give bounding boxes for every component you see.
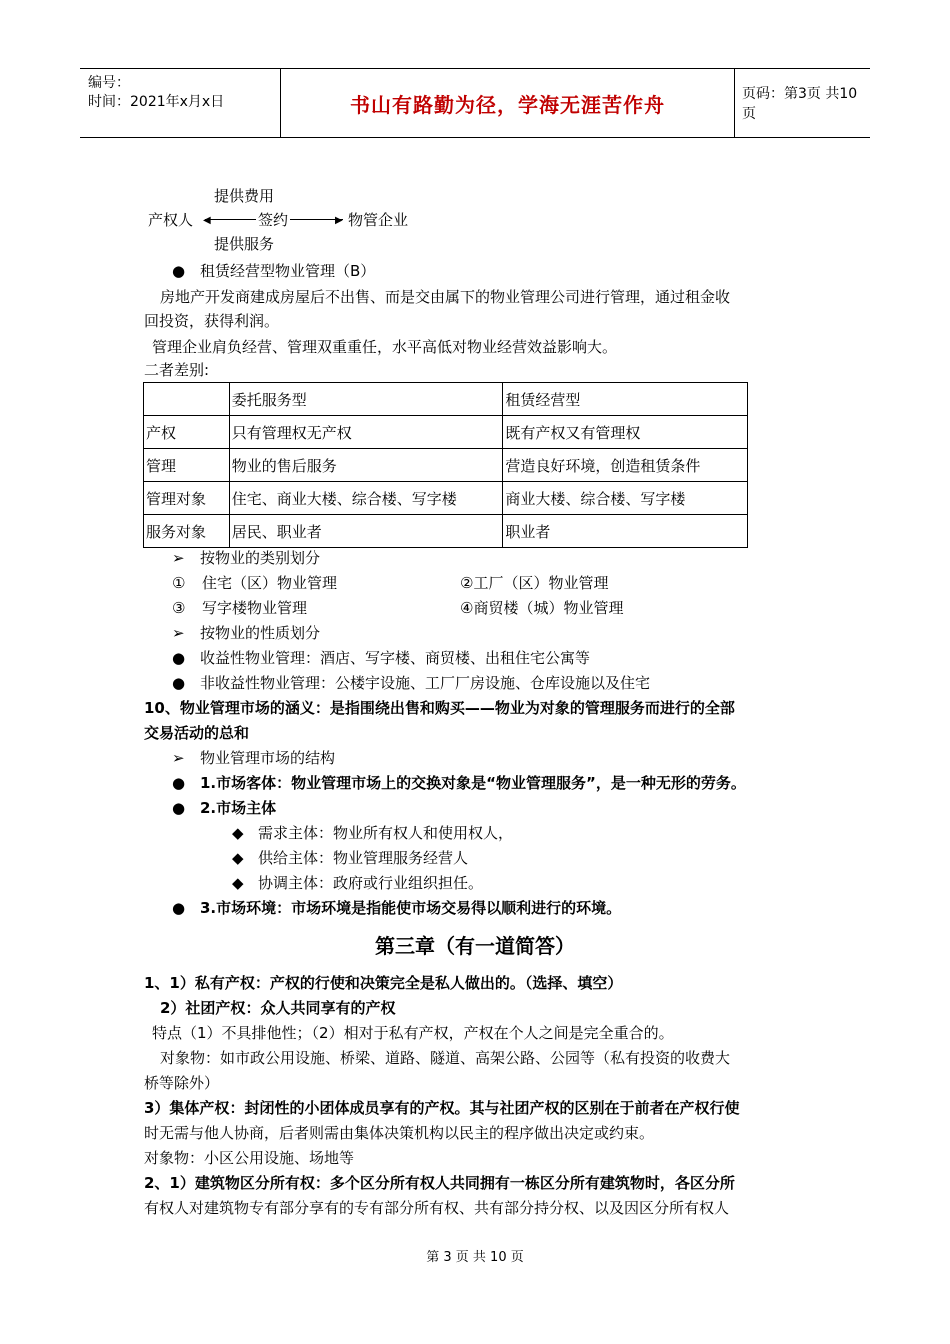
page-footer: 第 3 页 共 10 页 xyxy=(426,1250,524,1265)
table-header-row xyxy=(144,383,748,416)
chapter-title: 第三章（有一道简答） xyxy=(375,934,575,958)
table-header-cell xyxy=(144,383,230,416)
table-cell: 营造良好环境，创造租赁条件 xyxy=(503,449,748,482)
table-row xyxy=(144,482,748,515)
table-row xyxy=(144,449,748,482)
motto: 书山有路勤为径，学海无涯苦作舟 xyxy=(350,92,665,117)
table-header-cell: 租赁经营型 xyxy=(503,383,748,416)
diagram-left-label: 产权人 xyxy=(148,211,194,229)
market-subject-coord: 协调主体：政府或行业组织担任。 xyxy=(258,874,484,892)
chapter-line-5a: 3）集体产权：封闭性的小团体成员享有的产权。其与社团产权的区别在于前者在产权行使 xyxy=(144,1099,740,1117)
chapter-line-2: 2）社团产权：众人共同享有的产权 xyxy=(160,999,396,1017)
table-cell: 管理 xyxy=(144,449,230,482)
bullet-dot-icon: ● xyxy=(172,799,186,817)
diamond-bullet-icon: ◆ xyxy=(232,874,244,892)
lease-paragraph-1a: 房地产开发商建成房屋后不出售、而是交由属下的物业管理公司进行管理，通过租金收 xyxy=(160,288,731,306)
chapter-line-7b: 有权人对建筑物专有部分享有的专有部分所有权、共有部分持分权、以及因区分所有权人 xyxy=(144,1199,730,1217)
arrow-right-icon: ▶ xyxy=(335,215,343,226)
date-label: 时间：2021年x月x日 xyxy=(88,94,225,110)
lease-paragraph-2: 管理企业肩负经营、管理双重重任，水平高低对物业经营效益影响大。 xyxy=(152,338,618,356)
category-title: 按物业的类别划分 xyxy=(200,549,321,567)
diagram-top-label: 提供费用 xyxy=(214,187,275,205)
chapter-line-1: 1、1）私有产权：产权的行使和决策完全是私人做出的。（选择、填空） xyxy=(144,974,623,992)
bullet-dot-icon: ● xyxy=(172,649,186,667)
table-cell: 既有产权又有管理权 xyxy=(503,416,748,449)
arrow-left-icon: ◀ xyxy=(203,215,211,226)
market-item-3: 3.市场环境：市场环境是指能使市场交易得以顺利进行的环境。 xyxy=(200,899,622,917)
diagram-middle-label: 签约 xyxy=(258,211,289,229)
circled-one-icon: ① xyxy=(172,574,186,592)
table-cell: 产权 xyxy=(144,416,230,449)
table-cell: 物业的售后服务 xyxy=(229,449,503,482)
page-info: 页码：第3页 共10页 xyxy=(742,86,858,122)
diff-title: 二者差别: xyxy=(144,361,210,379)
category-item-3: 写字楼物业管理 xyxy=(202,599,308,617)
market-item-1: 1.市场客体：物业管理市场上的交换对象是“物业管理服务”，是一种无形的劳务。 xyxy=(200,774,746,792)
table-cell: 住宅、商业大楼、综合楼、写字楼 xyxy=(229,482,503,515)
chapter-line-5b: 时无需与他人协商，后者则需由集体决策机构以民主的程序做出决定或约束。 xyxy=(144,1124,655,1142)
table-cell: 职业者 xyxy=(503,515,748,548)
header-meta xyxy=(80,69,280,137)
category-item-1: 住宅（区）物业管理 xyxy=(202,574,338,592)
diamond-bullet-icon: ◆ xyxy=(232,824,244,842)
table-cell: 居民、职业者 xyxy=(229,515,503,548)
arrow-bullet-icon: ➢ xyxy=(172,624,185,642)
bullet-dot-icon: ● xyxy=(172,899,186,917)
table-cell: 服务对象 xyxy=(144,515,230,548)
market-definition-b: 交易活动的总和 xyxy=(144,724,250,742)
circled-three-icon: ③ xyxy=(172,599,186,617)
arrow-bullet-icon: ➢ xyxy=(172,549,185,567)
category-item-4: ④商贸楼（城）物业管理 xyxy=(460,599,624,617)
arrow-bullet-icon: ➢ xyxy=(172,749,185,767)
market-definition-a: 10、物业管理市场的涵义：是指围绕出售和购买——物业为对象的管理服务而进行的全部 xyxy=(144,699,735,717)
chapter-line-3: 特点（1）不具排他性；（2）相对于私有产权，产权在个人之间是完全重合的。 xyxy=(152,1024,674,1042)
diagram-right-label: 物管企业 xyxy=(348,211,409,229)
market-item-2: 2.市场主体 xyxy=(200,799,277,817)
table-cell: 商业大楼、综合楼、写字楼 xyxy=(503,482,748,515)
category-item-2: ②工厂（区）物业管理 xyxy=(460,574,609,592)
chapter-line-4a: 对象物：如市政公用设施、桥梁、道路、隧道、高架公路、公园等（私有投资的收费大 xyxy=(160,1049,731,1067)
header-motto-cell xyxy=(280,69,735,137)
bullet-dot-icon: ● xyxy=(172,774,186,792)
diamond-bullet-icon: ◆ xyxy=(232,849,244,867)
market-subject-supply: 供给主体：物业管理服务经营人 xyxy=(258,849,469,867)
bullet-dot-icon: ● xyxy=(172,674,186,692)
table-row xyxy=(144,416,748,449)
chapter-line-4b: 桥等除外） xyxy=(144,1074,220,1092)
diagram-bottom-label: 提供服务 xyxy=(214,235,275,253)
lease-paragraph-1b: 回投资，获得利润。 xyxy=(144,312,280,330)
table-cell: 管理对象 xyxy=(144,482,230,515)
table-row xyxy=(144,515,748,548)
page-header xyxy=(80,68,870,138)
nature-item-2: 非收益性物业管理：公楼宇设施、工厂厂房设施、仓库设施以及住宅 xyxy=(200,674,651,692)
table-cell: 只有管理权无产权 xyxy=(229,416,503,449)
header-page-cell xyxy=(734,69,870,137)
nature-item-1: 收益性物业管理：酒店、写字楼、商贸楼、出租住宅公寓等 xyxy=(200,649,591,667)
table-header-cell: 委托服务型 xyxy=(229,383,503,416)
comparison-table xyxy=(143,382,748,548)
market-structure-title: 物业管理市场的结构 xyxy=(200,749,336,767)
chapter-line-6: 对象物：小区公用设施、场地等 xyxy=(144,1149,355,1167)
market-subject-demand: 需求主体：物业所有权人和使用权人， xyxy=(258,824,514,842)
bullet-dot-icon: ● xyxy=(172,262,186,280)
chapter-line-7a: 2、1）建筑物区分所有权：多个区分所有权人共同拥有一栋区分所有建筑物时，各区分所 xyxy=(144,1174,735,1192)
number-label: 编号： xyxy=(88,75,130,91)
nature-title: 按物业的性质划分 xyxy=(200,624,321,642)
lease-title: 租赁经营型物业管理（B） xyxy=(200,262,376,280)
